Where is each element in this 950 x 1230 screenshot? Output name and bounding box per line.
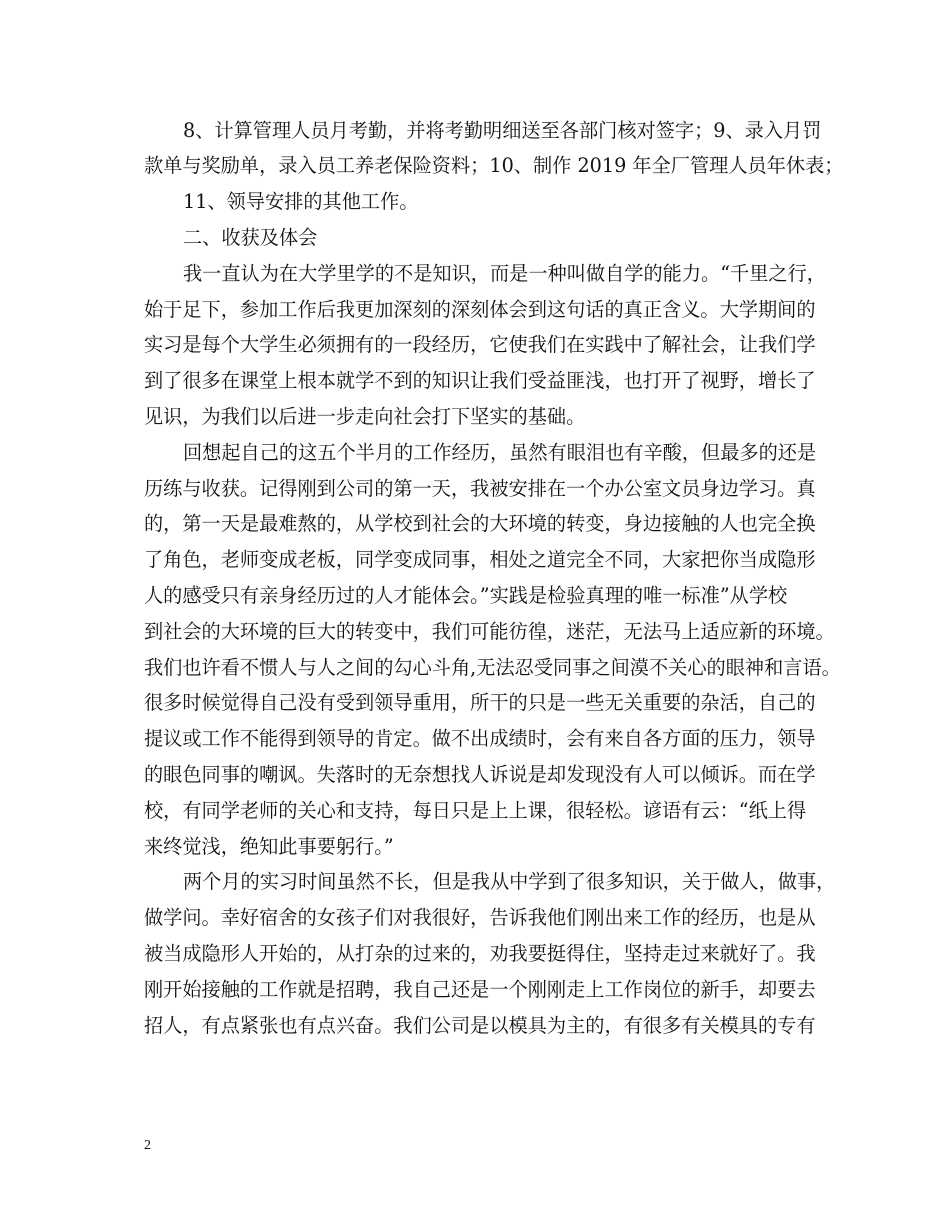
text-line: 的，第一天是最难熬的，从学校到社会的大环境的转变，身边接触的人也完全换 (144, 512, 816, 535)
text-line: 来终觉浅，绝知此事要躬行。” (144, 835, 394, 858)
text-line: 很多时候觉得自己没有受到领导重用，所干的只是一些无关重要的杂活，自己的 (144, 691, 816, 714)
text-line: 我们也许看不惯人与人之间的勾心斗角,无法忍受同事之间漠不关心的眼神和言语。 (144, 656, 841, 679)
text-line: 11、领导安排的其他工作。 (183, 190, 419, 213)
text-line: 刚开始接触的工作就是招聘，我自己还是一个刚刚走上工作岗位的新手，却要去 (144, 978, 816, 1001)
text-line: 款单与奖励单，录入员工养老保险资料；10、制作 2019 年全厂管理人员年休表； (144, 154, 844, 177)
text-line: 实习是每个大学生必须拥有的一段经历，它使我们在实践中了解社会，让我们学 (144, 333, 816, 356)
text-line: 始于足下，参加工作后我更加深刻的深刻体会到这句话的真正含义。大学期间的 (144, 298, 816, 321)
text-line: 历练与收获。记得刚到公司的第一天，我被安排在一个办公室文员身边学习。真 (144, 477, 816, 500)
text-line: 的眼色同事的嘲讽。失落时的无奈想找人诉说是却发现没有人可以倾诉。而在学 (144, 763, 816, 786)
text-line: 到了很多在课堂上根本就学不到的知识让我们受益匪浅，也打开了视野，增长了 (144, 369, 816, 392)
page-number: 2 (144, 1138, 151, 1153)
text-line: 校，有同学老师的关心和支持，每日只是上上课，很轻松。谚语有云：“纸上得 (144, 799, 807, 822)
text-line: 8、计算管理人员月考勤，并将考勤明细送至各部门核对签字；9、录入月罚 (183, 119, 822, 142)
text-line: 提议或工作不能得到领导的肯定。做不出成绩时，会有来自各方面的压力，领导 (144, 727, 816, 750)
text-line: 到社会的大环境的巨大的转变中，我们可能彷徨，迷茫，无法马上适应新的环境。 (144, 620, 835, 643)
text-line: 做学问。幸好宿舍的女孩子们对我很好，告诉我他们刚出来工作的经历，也是从 (144, 906, 816, 929)
text-line: 被当成隐形人开始的，从打杂的过来的，劝我要挺得住，坚持走过来就好了。我 (144, 942, 816, 965)
text-line: 了角色，老师变成老板，同学变成同事，相处之道完全不同，大家把你当成隐形 (144, 548, 816, 571)
text-line: 人的感受只有亲身经历过的人才能体会。”实践是检验真理的唯一标准”从学校 (144, 584, 788, 607)
text-line: 两个月的实习时间虽然不长，但是我从中学到了很多知识，关于做人，做事， (183, 870, 836, 893)
text-line: 见识，为我们以后进一步走向社会打下坚实的基础。 (144, 405, 586, 428)
text-line: 招人，有点紧张也有点兴奋。我们公司是以模具为主的，有很多有关模具的专有 (144, 1014, 816, 1037)
text-line: 我一直认为在大学里学的不是知识，而是一种叫做自学的能力。“千里之行， (183, 262, 826, 285)
section-heading: 二、收获及体会 (183, 226, 318, 249)
text-line: 回想起自己的这五个半月的工作经历，虽然有眼泪也有辛酸，但最多的还是 (183, 441, 817, 464)
